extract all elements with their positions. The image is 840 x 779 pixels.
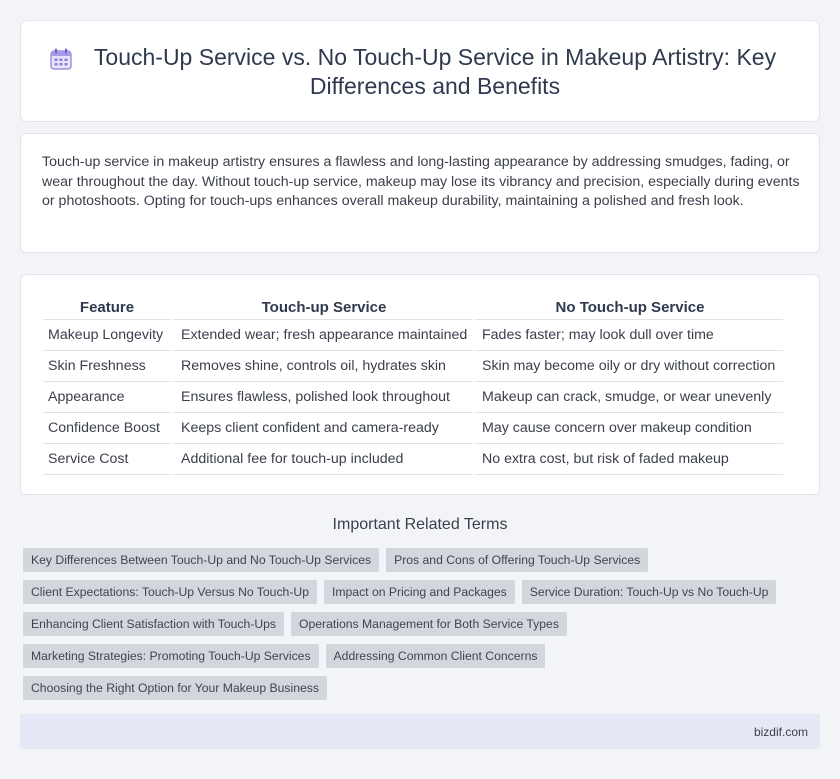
related-terms-list — [23, 548, 813, 700]
comparison-card — [20, 274, 820, 495]
related-term-tag[interactable]: Client Expectations: Touch-Up Versus No Touch-Up — [23, 580, 317, 604]
related-term-tag[interactable]: Addressing Common Client Concerns — [326, 644, 546, 668]
page-title: Touch-Up Service vs. No Touch-Up Service in Makeup Artistry: Key Differences and Benefits — [93, 44, 777, 99]
touch-up-cell: Ensures flawless, polished look throughout — [171, 382, 472, 413]
feature-cell: Appearance — [43, 382, 171, 413]
no-touch-up-cell: May cause concern over makeup condition — [472, 413, 783, 444]
no-touch-up-cell: Skin may become oily or dry without correction — [472, 351, 783, 382]
footer-brand[interactable]: bizdif.com — [753, 725, 808, 739]
table-row — [43, 382, 783, 413]
related-term-tag[interactable]: Key Differences Between Touch-Up and No Touch-Up Services — [23, 548, 379, 572]
related-terms-heading: Important Related Terms — [332, 516, 508, 533]
header-no-touch-up: No Touch-up Service — [472, 295, 783, 320]
table-row — [43, 351, 783, 382]
related-term-tag[interactable]: Enhancing Client Satisfaction with Touch-Ups — [23, 612, 284, 636]
table-row — [43, 413, 783, 444]
no-touch-up-cell: Fades faster; may look dull over time — [472, 320, 783, 351]
touch-up-cell: Keeps client confident and camera-ready — [171, 413, 472, 444]
related-term-tag[interactable]: Marketing Strategies: Promoting Touch-Up Services — [23, 644, 319, 668]
touch-up-cell: Extended wear; fresh appearance maintained — [171, 320, 472, 351]
feature-cell: Makeup Longevity — [43, 320, 171, 351]
feature-cell: Skin Freshness — [43, 351, 171, 382]
table-header-row — [43, 295, 783, 320]
related-term-tag[interactable]: Impact on Pricing and Packages — [324, 580, 515, 604]
feature-cell: Confidence Boost — [43, 413, 171, 444]
related-term-tag[interactable]: Service Duration: Touch-Up vs No Touch-Up — [522, 580, 777, 604]
touch-up-cell: Additional fee for touch-up included — [171, 444, 472, 475]
no-touch-up-cell: No extra cost, but risk of faded makeup — [472, 444, 783, 475]
title-card — [20, 20, 820, 122]
related-term-tag[interactable]: Pros and Cons of Offering Touch-Up Services — [386, 548, 648, 572]
touch-up-cell: Removes shine, controls oil, hydrates skin — [171, 351, 472, 382]
table-row — [43, 444, 783, 475]
header-touch-up: Touch-up Service — [171, 295, 472, 320]
feature-cell: Service Cost — [43, 444, 171, 475]
intro-paragraph: Touch-up service in makeup artistry ensures a flawless and long-lasting appearance by addressing smudges, fading, or wear throughout the day. Without touch-up service, makeup may lose its vibrancy and precision, especially during events or photoshoots. Opting for touch-ups enhances overall makeup durability, maintaining a polished and fresh look. — [42, 154, 800, 209]
no-touch-up-cell: Makeup can crack, smudge, or wear unevenly — [472, 382, 783, 413]
comparison-table — [43, 295, 783, 475]
related-term-tag[interactable]: Choosing the Right Option for Your Makeup Business — [23, 676, 327, 700]
intro-card — [20, 133, 820, 253]
footer — [20, 714, 820, 749]
related-term-tag[interactable]: Operations Management for Both Service Types — [291, 612, 567, 636]
header-feature: Feature — [43, 295, 171, 320]
table-row — [43, 320, 783, 351]
